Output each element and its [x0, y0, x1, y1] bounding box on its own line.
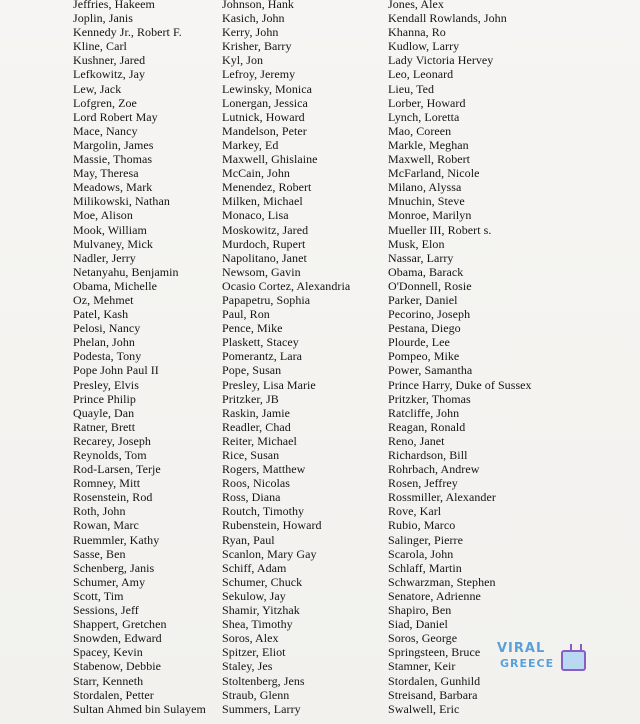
name-entry: O'Donnell, Rosie	[388, 278, 472, 293]
name-entry: McCain, John	[222, 166, 290, 181]
name-entry: Salinger, Pierre	[388, 532, 463, 547]
name-entry: Plaskett, Stacey	[222, 335, 299, 350]
name-entry: Kushner, Jared	[73, 53, 146, 68]
name-entry: Mao, Coreen	[388, 123, 452, 138]
name-entry: Routch, Timothy	[222, 504, 305, 519]
name-entry: Prince Philip	[73, 391, 136, 406]
name-entry: Plourde, Lee	[388, 335, 450, 350]
name-entry: Rowan, Marc	[73, 518, 139, 533]
name-entry: Krisher, Barry	[222, 39, 292, 54]
name-entry: Ocasio Cortez, Alexandria	[222, 278, 351, 293]
name-entry: Rubio, Marco	[388, 518, 456, 533]
name-entry: Rogers, Matthew	[222, 462, 306, 477]
name-entry: Roth, John	[73, 504, 126, 519]
name-entry: Presley, Lisa Marie	[222, 377, 316, 392]
name-entry: Khanna, Ro	[388, 25, 446, 40]
name-entry: Milken, Michael	[222, 194, 303, 209]
name-entry: Readler, Chad	[222, 419, 291, 434]
name-entry: Schlaff, Martin	[388, 560, 462, 575]
name-entry: Reiter, Michael	[222, 433, 297, 448]
name-entry: Lofgren, Zoe	[73, 95, 137, 110]
name-entry: Lorber, Howard	[388, 95, 466, 110]
name-entry: Kyl, Jon	[222, 53, 264, 68]
name-entry: Schumer, Chuck	[222, 574, 303, 589]
name-entry: May, Theresa	[73, 166, 139, 181]
name-entry: Reno, Janet	[388, 433, 445, 448]
name-entry: Johnson, Hank	[222, 0, 294, 11]
name-entry: Shamir, Yitzhak	[222, 603, 300, 618]
name-entry: Kasich, John	[222, 11, 285, 26]
name-entry: Shappert, Gretchen	[73, 617, 167, 632]
name-entry: Snowden, Edward	[73, 631, 162, 646]
name-entry: Mueller III, Robert s.	[388, 222, 492, 237]
name-entry: Pestana, Diego	[388, 321, 461, 336]
name-entry: Starr, Kenneth	[73, 673, 144, 688]
name-entry: Lewinsky, Monica	[222, 81, 313, 96]
name-entry: Roos, Nicolas	[222, 476, 290, 491]
name-entry: Lord Robert May	[73, 109, 158, 124]
name-entry: Stordalen, Petter	[73, 687, 154, 702]
name-entry: Spacey, Kevin	[73, 645, 143, 660]
name-entry: Scott, Tim	[73, 588, 124, 603]
name-entry: Lonergan, Jessica	[222, 95, 308, 110]
name-entry: Pence, Mike	[222, 321, 283, 336]
name-entry: Sultan Ahmed bin Sulayem	[73, 701, 206, 716]
name-entry: Moe, Alison	[73, 208, 133, 223]
name-entry: Sekulow, Jay	[222, 588, 286, 603]
name-entry: Schenberg, Janis	[73, 560, 155, 575]
name-entry: Netanyahu, Benjamin	[73, 264, 179, 279]
name-entry: Reynolds, Tom	[73, 448, 147, 462]
name-entry: Summers, Larry	[222, 701, 301, 716]
name-entry: Leo, Leonard	[388, 67, 454, 82]
tv-icon	[561, 650, 586, 671]
name-entry: Lady Victoria Hervey	[388, 53, 494, 68]
name-entry: Pecorino, Joseph	[388, 307, 471, 322]
name-entry: Siad, Daniel	[388, 617, 448, 632]
name-entry: Recarey, Joseph	[73, 433, 151, 448]
name-entry: Pompeo, Mike	[388, 349, 460, 364]
name-entry: Rice, Susan	[222, 448, 280, 462]
name-entry: Podesta, Tony	[73, 349, 142, 364]
name-entry: Milikowski, Nathan	[73, 194, 170, 209]
name-entry: Swalwell, Eric	[388, 701, 460, 716]
name-entry: Straub, Glenn	[222, 687, 290, 702]
name-entry: Schwarzman, Stephen	[388, 574, 496, 589]
name-entry: Moskowitz, Jared	[222, 222, 309, 237]
name-entry: Soros, George	[388, 631, 458, 646]
name-entry: Massie, Thomas	[73, 152, 153, 167]
name-entry: Rosen, Jeffrey	[388, 476, 458, 491]
name-entry: Phelan, John	[73, 335, 135, 350]
name-entry: Schumer, Amy	[73, 574, 146, 589]
name-entry: Meadows, Mark	[73, 180, 153, 195]
name-entry: McFarland, Nicole	[388, 166, 480, 181]
name-entry: Shapiro, Ben	[388, 603, 452, 618]
name-entry: Springsteen, Bruce	[388, 645, 481, 660]
name-entry: Stamner, Keir	[388, 659, 456, 674]
name-entry: Kline, Carl	[73, 39, 127, 54]
name-entry: Stabenow, Debbie	[73, 659, 161, 674]
name-entry: Nadler, Jerry	[73, 250, 136, 265]
name-entry: Quayle, Dan	[73, 405, 135, 420]
name-entry: Newsom, Gavin	[222, 264, 301, 279]
name-entry: Rod-Larsen, Terje	[73, 462, 161, 477]
name-entry: Monaco, Lisa	[222, 208, 289, 223]
name-entry: Prince Harry, Duke of Sussex	[388, 377, 532, 392]
name-entry: Markle, Meghan	[388, 137, 469, 152]
name-entry: Maxwell, Ghislaine	[222, 152, 318, 167]
name-entry: Presley, Elvis	[73, 377, 139, 392]
name-entry: Shea, Timothy	[222, 617, 293, 632]
name-entry: Rubenstein, Howard	[222, 518, 322, 533]
name-entry: Markey, Ed	[222, 137, 279, 152]
name-entry: Pritzker, Thomas	[388, 391, 471, 406]
name-entry: Ruemmler, Kathy	[73, 532, 160, 547]
name-entry: Menendez, Robert	[222, 180, 312, 195]
name-column-1	[73, 0, 206, 716]
name-entry: Senatore, Adrienne	[388, 588, 481, 603]
name-entry: Joplin, Janis	[73, 11, 133, 26]
name-entry: Mulvaney, Mick	[73, 236, 153, 251]
name-entry: Napolitano, Janet	[222, 250, 307, 265]
name-entry: Nassar, Larry	[388, 250, 454, 265]
name-entry: Spitzer, Eliot	[222, 645, 286, 660]
name-entry: Monroe, Marilyn	[388, 208, 472, 223]
name-entry: Lefkowitz, Jay	[73, 67, 146, 82]
name-entry: Stordalen, Gunhild	[388, 673, 481, 688]
name-entry: Mace, Nancy	[73, 123, 138, 138]
name-entry: Stoltenberg, Jens	[222, 673, 305, 688]
name-entry: Power, Samantha	[388, 363, 473, 378]
name-entry: Mook, William	[73, 222, 147, 237]
name-entry: Paul, Ron	[222, 307, 270, 322]
name-entry: Ratcliffe, John	[388, 405, 460, 420]
name-entry: Schiff, Adam	[222, 560, 287, 575]
name-entry: Lutnick, Howard	[222, 109, 305, 124]
name-entry: Kerry, John	[222, 25, 279, 40]
name-entry: Jones, Alex	[388, 0, 444, 11]
name-entry: Obama, Michelle	[73, 278, 158, 293]
name-entry: Lew, Jack	[73, 81, 122, 96]
name-entry: Soros, Alex	[222, 631, 279, 646]
name-entry: Lynch, Loretta	[388, 109, 460, 124]
name-entry: Papapetru, Sophia	[222, 292, 311, 307]
watermark-text-bottom: GREECE	[500, 657, 555, 670]
name-entry: Maxwell, Robert	[388, 152, 471, 167]
name-entry: Murdoch, Rupert	[222, 236, 306, 251]
name-entry: Mnuchin, Steve	[388, 194, 465, 209]
name-entry: Margolin, James	[73, 137, 154, 152]
watermark-logo	[497, 641, 597, 677]
name-entry: Mandelson, Peter	[222, 123, 307, 138]
name-entry: Kendall Rowlands, John	[388, 11, 507, 26]
name-entry: Sessions, Jeff	[73, 603, 139, 618]
name-entry: Richardson, Bill	[388, 448, 468, 462]
name-entry: Raskin, Jamie	[222, 405, 290, 420]
name-entry: Milano, Alyssa	[388, 180, 462, 195]
name-column-2	[222, 0, 350, 716]
name-entry: Pope, Susan	[222, 363, 282, 378]
name-entry: Lieu, Ted	[388, 81, 435, 96]
name-entry: Pomerantz, Lara	[222, 349, 303, 364]
name-entry: Sasse, Ben	[73, 546, 126, 561]
name-entry: Pope John Paul II	[73, 363, 159, 378]
name-entry: Reagan, Ronald	[388, 419, 466, 434]
name-entry: Oz, Mehmet	[73, 292, 134, 307]
name-entry: Obama, Barack	[388, 264, 464, 279]
name-entry: Staley, Jes	[222, 659, 273, 674]
name-entry: Scarola, John	[388, 546, 454, 561]
name-entry: Lefroy, Jeremy	[222, 67, 296, 82]
name-entry: Romney, Mitt	[73, 476, 141, 491]
name-entry: Pelosi, Nancy	[73, 321, 141, 336]
name-entry: Musk, Elon	[388, 236, 445, 251]
name-entry: Rohrbach, Andrew	[388, 462, 480, 477]
name-entry: Rove, Karl	[388, 504, 442, 519]
name-entry: Ryan, Paul	[222, 532, 275, 547]
name-entry: Kudlow, Larry	[388, 39, 460, 54]
name-entry: Jeffries, Hakeem	[73, 0, 155, 11]
name-entry: Scanlon, Mary Gay	[222, 546, 317, 561]
name-entry: Ratner, Brett	[73, 419, 136, 434]
name-column-3	[388, 0, 532, 716]
watermark-text-top: VIRAL	[497, 641, 546, 656]
name-entry: Rosenstein, Rod	[73, 490, 153, 505]
name-entry: Parker, Daniel	[388, 292, 458, 307]
name-entry: Rossmiller, Alexander	[388, 490, 496, 505]
name-entry: Streisand, Barbara	[388, 687, 478, 702]
name-entry: Patel, Kash	[73, 307, 129, 322]
name-entry: Pritzker, JB	[222, 391, 279, 406]
name-entry: Kennedy Jr., Robert F.	[73, 25, 182, 40]
name-entry: Ross, Diana	[222, 490, 281, 505]
